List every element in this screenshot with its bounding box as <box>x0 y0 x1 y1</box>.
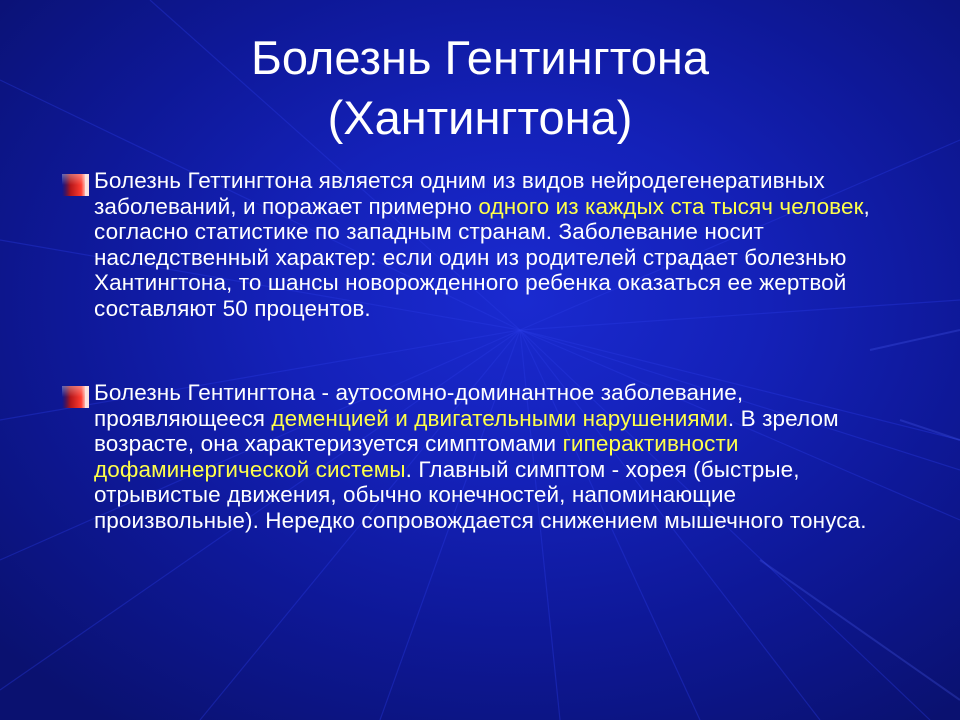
bullet-paragraph-2 <box>60 380 890 533</box>
bullet-1-text-before: Болезнь Геттингтона является одним из видов нейродегенеративных заболеваний, и поражает примерно <box>94 168 825 219</box>
bullet-1-text-after: , согласно статистике по западным странам. Заболевание носит наследственный характер: если один из родителей страдает болезнью Хантингтона, то шансы новорожденного ребенка оказаться ее жертвой составляют 50 процентов. <box>94 193 870 321</box>
bullet-2-text-middle: . В зрелом возрасте, она характеризуется симптомами <box>94 405 839 456</box>
slide-title-line-2: (Хантингтона) <box>327 91 633 144</box>
red-square-bullet-icon <box>60 384 90 410</box>
bullet-2-highlight-1: деменцией и двигательными нарушениями <box>271 405 728 431</box>
bullet-paragraph-1 <box>60 168 890 321</box>
bullet-2-text-before: Болезнь Гентингтона - аутосомно-доминантное заболевание, проявляющееся <box>94 380 744 431</box>
red-square-bullet-icon <box>60 172 90 198</box>
slide-title <box>0 28 960 148</box>
bullet-1-highlight: одного из каждых ста тысяч человек <box>478 193 864 219</box>
bullet-text-1 <box>94 168 890 321</box>
bullet-2-highlight-2: гиперактивности дофаминергической системы <box>94 431 739 482</box>
bullet-2-text-after: . Главный симптом - хорея (быстрые, отрывистые движения, обычно конечностей, напоминающие произвольные). Нередко сопровождается снижением мышечного тонуса. <box>94 456 867 533</box>
slide-title-line-1: Болезнь Гентингтона <box>250 31 710 84</box>
bullet-text-2 <box>94 380 890 533</box>
